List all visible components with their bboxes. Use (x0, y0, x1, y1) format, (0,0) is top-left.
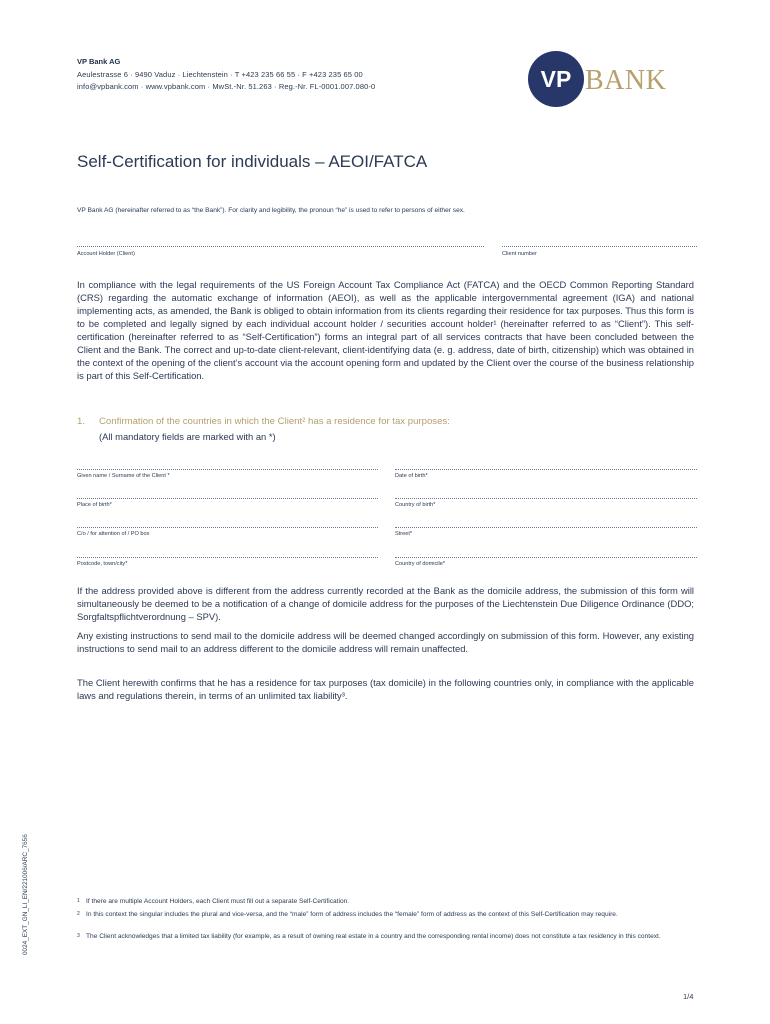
footnote-2 (77, 910, 694, 919)
section-1-subheading: (All mandatory fields are marked with an *) (99, 431, 276, 442)
care-of-label: C/o / for attention of / PO box (77, 531, 150, 537)
postcode-label: Postcode, town/city* (77, 561, 128, 567)
tax-residence-confirmation: The Client herewith confirms that he has a residence for tax purposes (tax domicile) in the following countries only, in compliance with the applicable laws and regulations therein, in terms of an unlimited tax liability³. (77, 677, 694, 701)
intro-note: VP Bank AG (hereinafter referred to as “the Bank”). For clarity and legibility, the pronoun “he” is used to refer to persons of either sex. (77, 207, 465, 214)
page-title: Self-Certification for individuals – AEOI/FATCA (77, 152, 428, 171)
footnote-text: If there are multiple Account Holders, each Client must fill out a separate Self-Certification. (86, 898, 350, 905)
account-holder-field[interactable] (77, 246, 484, 247)
vp-bank-logo (527, 50, 699, 108)
company-contact: info@vpbank.com · www.vpbank.com · MwSt.-Nr. 51.263 · Reg.-Nr. FL-0001.007.080-0 (77, 82, 376, 91)
given-name-field[interactable] (77, 469, 378, 470)
footnote-1 (77, 897, 694, 906)
footnote-number: 3 (77, 933, 80, 939)
footnote-number: 1 (77, 898, 80, 904)
street-field[interactable] (395, 527, 697, 528)
document-reference-code: 0024_EXT_GN_LI_EN/221006/ARC_7656 (22, 834, 29, 955)
company-address: Aeulestrasse 6 · 9490 Vaduz · Liechtenstein · T +423 235 66 55 · F +423 235 65 00 (77, 70, 363, 79)
svg-text:BANK: BANK (585, 65, 667, 96)
date-of-birth-field[interactable] (395, 469, 697, 470)
company-name: VP Bank AG (77, 57, 121, 66)
street-label: Street* (395, 531, 413, 537)
mail-instructions-paragraph: Any existing instructions to send mail to the domicile address will be deemed changed accordingly on submission of this form. However, any existing instructions to send mail to an address different to the domicile address will remain unaffected. (77, 630, 694, 654)
given-name-label: Given name / Surname of the Client * (77, 473, 170, 479)
country-of-birth-label: Country of birth* (395, 502, 436, 508)
page-number: 1/4 (683, 992, 694, 1001)
client-number-label: Client number (502, 251, 537, 257)
care-of-field[interactable] (77, 527, 378, 528)
country-of-domicile-field[interactable] (395, 557, 697, 558)
place-of-birth-label: Place of birth* (77, 502, 112, 508)
footnote-number: 2 (77, 911, 80, 917)
client-number-field[interactable] (502, 246, 697, 247)
country-of-birth-field[interactable] (395, 498, 697, 499)
date-of-birth-label: Date of birth* (395, 473, 428, 479)
footnote-text: The Client acknowledges that a limited tax liability (for example, as a result of owning real estate in a country and the corresponding rental income) does not constitute a tax residency in this context. (86, 933, 661, 940)
country-of-domicile-label: Country of domicile* (395, 561, 446, 567)
place-of-birth-field[interactable] (77, 498, 378, 499)
section-1-heading (77, 416, 450, 427)
footnote-3 (77, 932, 694, 941)
svg-text:VP: VP (540, 66, 572, 92)
footnote-text: In this context the singular includes the plural and vice-versa, and the “male” form of address includes the “female” form of address as the context of this Self-Certification may require. (86, 911, 618, 918)
account-holder-label: Account Holder (Client) (77, 251, 135, 257)
compliance-paragraph: In compliance with the legal requirements of the US Foreign Account Tax Compliance Act (FATCA) and the OECD Common Reporting Standard (CRS) regarding the automatic exchange of information (AEOI), as well as the applicable intergovernmental agreement (IGA) and national implementing acts, as amended, the Bank is obliged to obtain information from its clients regarding their residence for tax purposes. Thus this form is to be completed and legally signed by each individual account holder / securities account holder¹ (hereinafter referred to as “Client”). This self-certification (hereinafter referred to as “Self-Certification”) forms an integral part of all services contracts that have been concluded between the Client and the Bank. The correct and up-to-date client-relevant, client-identifying data (e. g. address, date of birth, citizenship) which was obtained in the context of the opening of the client’s account via the account opening form and updated by the Client over the course of the business relationship is part of this Self-Certification. (77, 279, 694, 381)
postcode-field[interactable] (77, 557, 378, 558)
section-1-number: 1. (77, 416, 86, 427)
section-1-heading-text: Confirmation of the countries in which the Client² has a residence for tax purposes: (99, 416, 450, 427)
address-change-paragraph: If the address provided above is different from the address currently recorded at the Bank as the domicile address, the submission of this form will simultaneously be deemed to be a notification of a change of domicile address for the purposes of the Liechtenstein Due Diligence Ordinance (DDO; Sorgfaltspflichtverordnung – SPV). (77, 585, 694, 622)
